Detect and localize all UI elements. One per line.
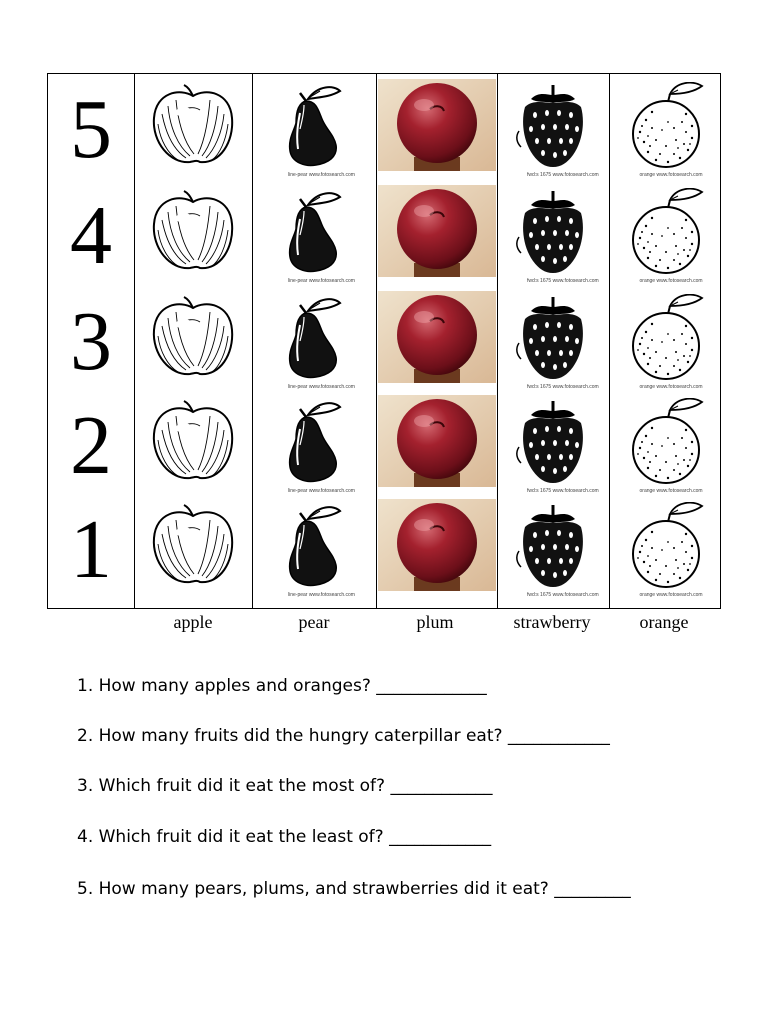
plum-photo-icon	[378, 79, 496, 171]
pear-silhouette-icon	[284, 295, 344, 379]
question-2	[77, 726, 610, 746]
image-credit: orange www.fotosearch.com	[639, 592, 703, 598]
image-credit: line-pear www.fotosearch.com	[288, 592, 355, 598]
row-number: 2	[70, 399, 112, 492]
question-number: 2.	[77, 726, 99, 746]
question-1	[77, 676, 487, 696]
plum-photo-icon	[378, 291, 496, 383]
question-number: 5.	[77, 879, 99, 899]
orange-sketch-icon	[626, 294, 706, 380]
question-4	[77, 827, 491, 847]
fruit-grid	[47, 73, 721, 609]
pear-silhouette-icon	[284, 503, 344, 587]
image-credit: line-pear www.fotosearch.com	[288, 172, 355, 178]
question-number: 4.	[77, 827, 99, 847]
row-number: 4	[70, 189, 112, 282]
column-label-apple: apple	[173, 612, 213, 632]
image-credit: fwd:s 1675 www.fotosearch.com	[527, 278, 599, 284]
apple-sketch-icon	[150, 400, 236, 482]
strawberry-silhouette-icon	[515, 81, 591, 169]
image-credit: orange www.fotosearch.com	[639, 384, 703, 390]
question-number: 3.	[77, 776, 99, 796]
strawberry-silhouette-icon	[515, 501, 591, 589]
orange-sketch-icon	[626, 188, 706, 274]
question-text: Which fruit did it eat the most of? ____________	[98, 776, 493, 796]
image-credit: fwd:s 1675 www.fotosearch.com	[527, 592, 599, 598]
plum-photo-icon	[378, 395, 496, 487]
apple-sketch-icon	[150, 84, 236, 166]
column-label-orange: orange	[639, 612, 689, 632]
image-credit: fwd:s 1675 www.fotosearch.com	[527, 488, 599, 494]
column-label-pear: pear	[298, 612, 330, 632]
pear-silhouette-icon	[284, 189, 344, 273]
plum-photo-icon	[378, 499, 496, 591]
row-number: 3	[70, 295, 112, 388]
image-credit: line-pear www.fotosearch.com	[288, 278, 355, 284]
orange-sketch-icon	[626, 82, 706, 168]
strawberry-silhouette-icon	[515, 293, 591, 381]
plum-photo-icon	[378, 185, 496, 277]
question-3	[77, 776, 492, 796]
image-credit: fwd:s 1675 www.fotosearch.com	[527, 172, 599, 178]
strawberry-silhouette-icon	[515, 397, 591, 485]
image-credit: line-pear www.fotosearch.com	[288, 488, 355, 494]
strawberry-silhouette-icon	[515, 187, 591, 275]
question-text: How many apples and oranges? _____________	[98, 676, 487, 696]
grid-divider	[609, 74, 610, 608]
apple-sketch-icon	[150, 504, 236, 586]
image-credit: orange www.fotosearch.com	[639, 488, 703, 494]
image-credit: orange www.fotosearch.com	[639, 278, 703, 284]
image-credit: line-pear www.fotosearch.com	[288, 384, 355, 390]
image-credit: fwd:s 1675 www.fotosearch.com	[527, 384, 599, 390]
question-text: How many pears, plums, and strawberries did it eat? _________	[98, 879, 631, 899]
question-number: 1.	[77, 676, 99, 696]
question-text: Which fruit did it eat the least of? ____________	[98, 827, 492, 847]
orange-sketch-icon	[626, 398, 706, 484]
apple-sketch-icon	[150, 190, 236, 272]
pear-silhouette-icon	[284, 83, 344, 167]
orange-sketch-icon	[626, 502, 706, 588]
column-label-strawberry: strawberry	[513, 612, 591, 632]
pear-silhouette-icon	[284, 399, 344, 483]
row-number: 5	[70, 83, 112, 176]
column-label-plum: plum	[416, 612, 454, 632]
grid-divider	[134, 74, 135, 608]
apple-sketch-icon	[150, 296, 236, 378]
grid-divider	[252, 74, 253, 608]
row-number: 1	[70, 503, 112, 596]
question-5	[77, 879, 631, 899]
image-credit: orange www.fotosearch.com	[639, 172, 703, 178]
grid-divider	[497, 74, 498, 608]
question-text: How many fruits did the hungry caterpillar eat? ____________	[98, 726, 610, 746]
